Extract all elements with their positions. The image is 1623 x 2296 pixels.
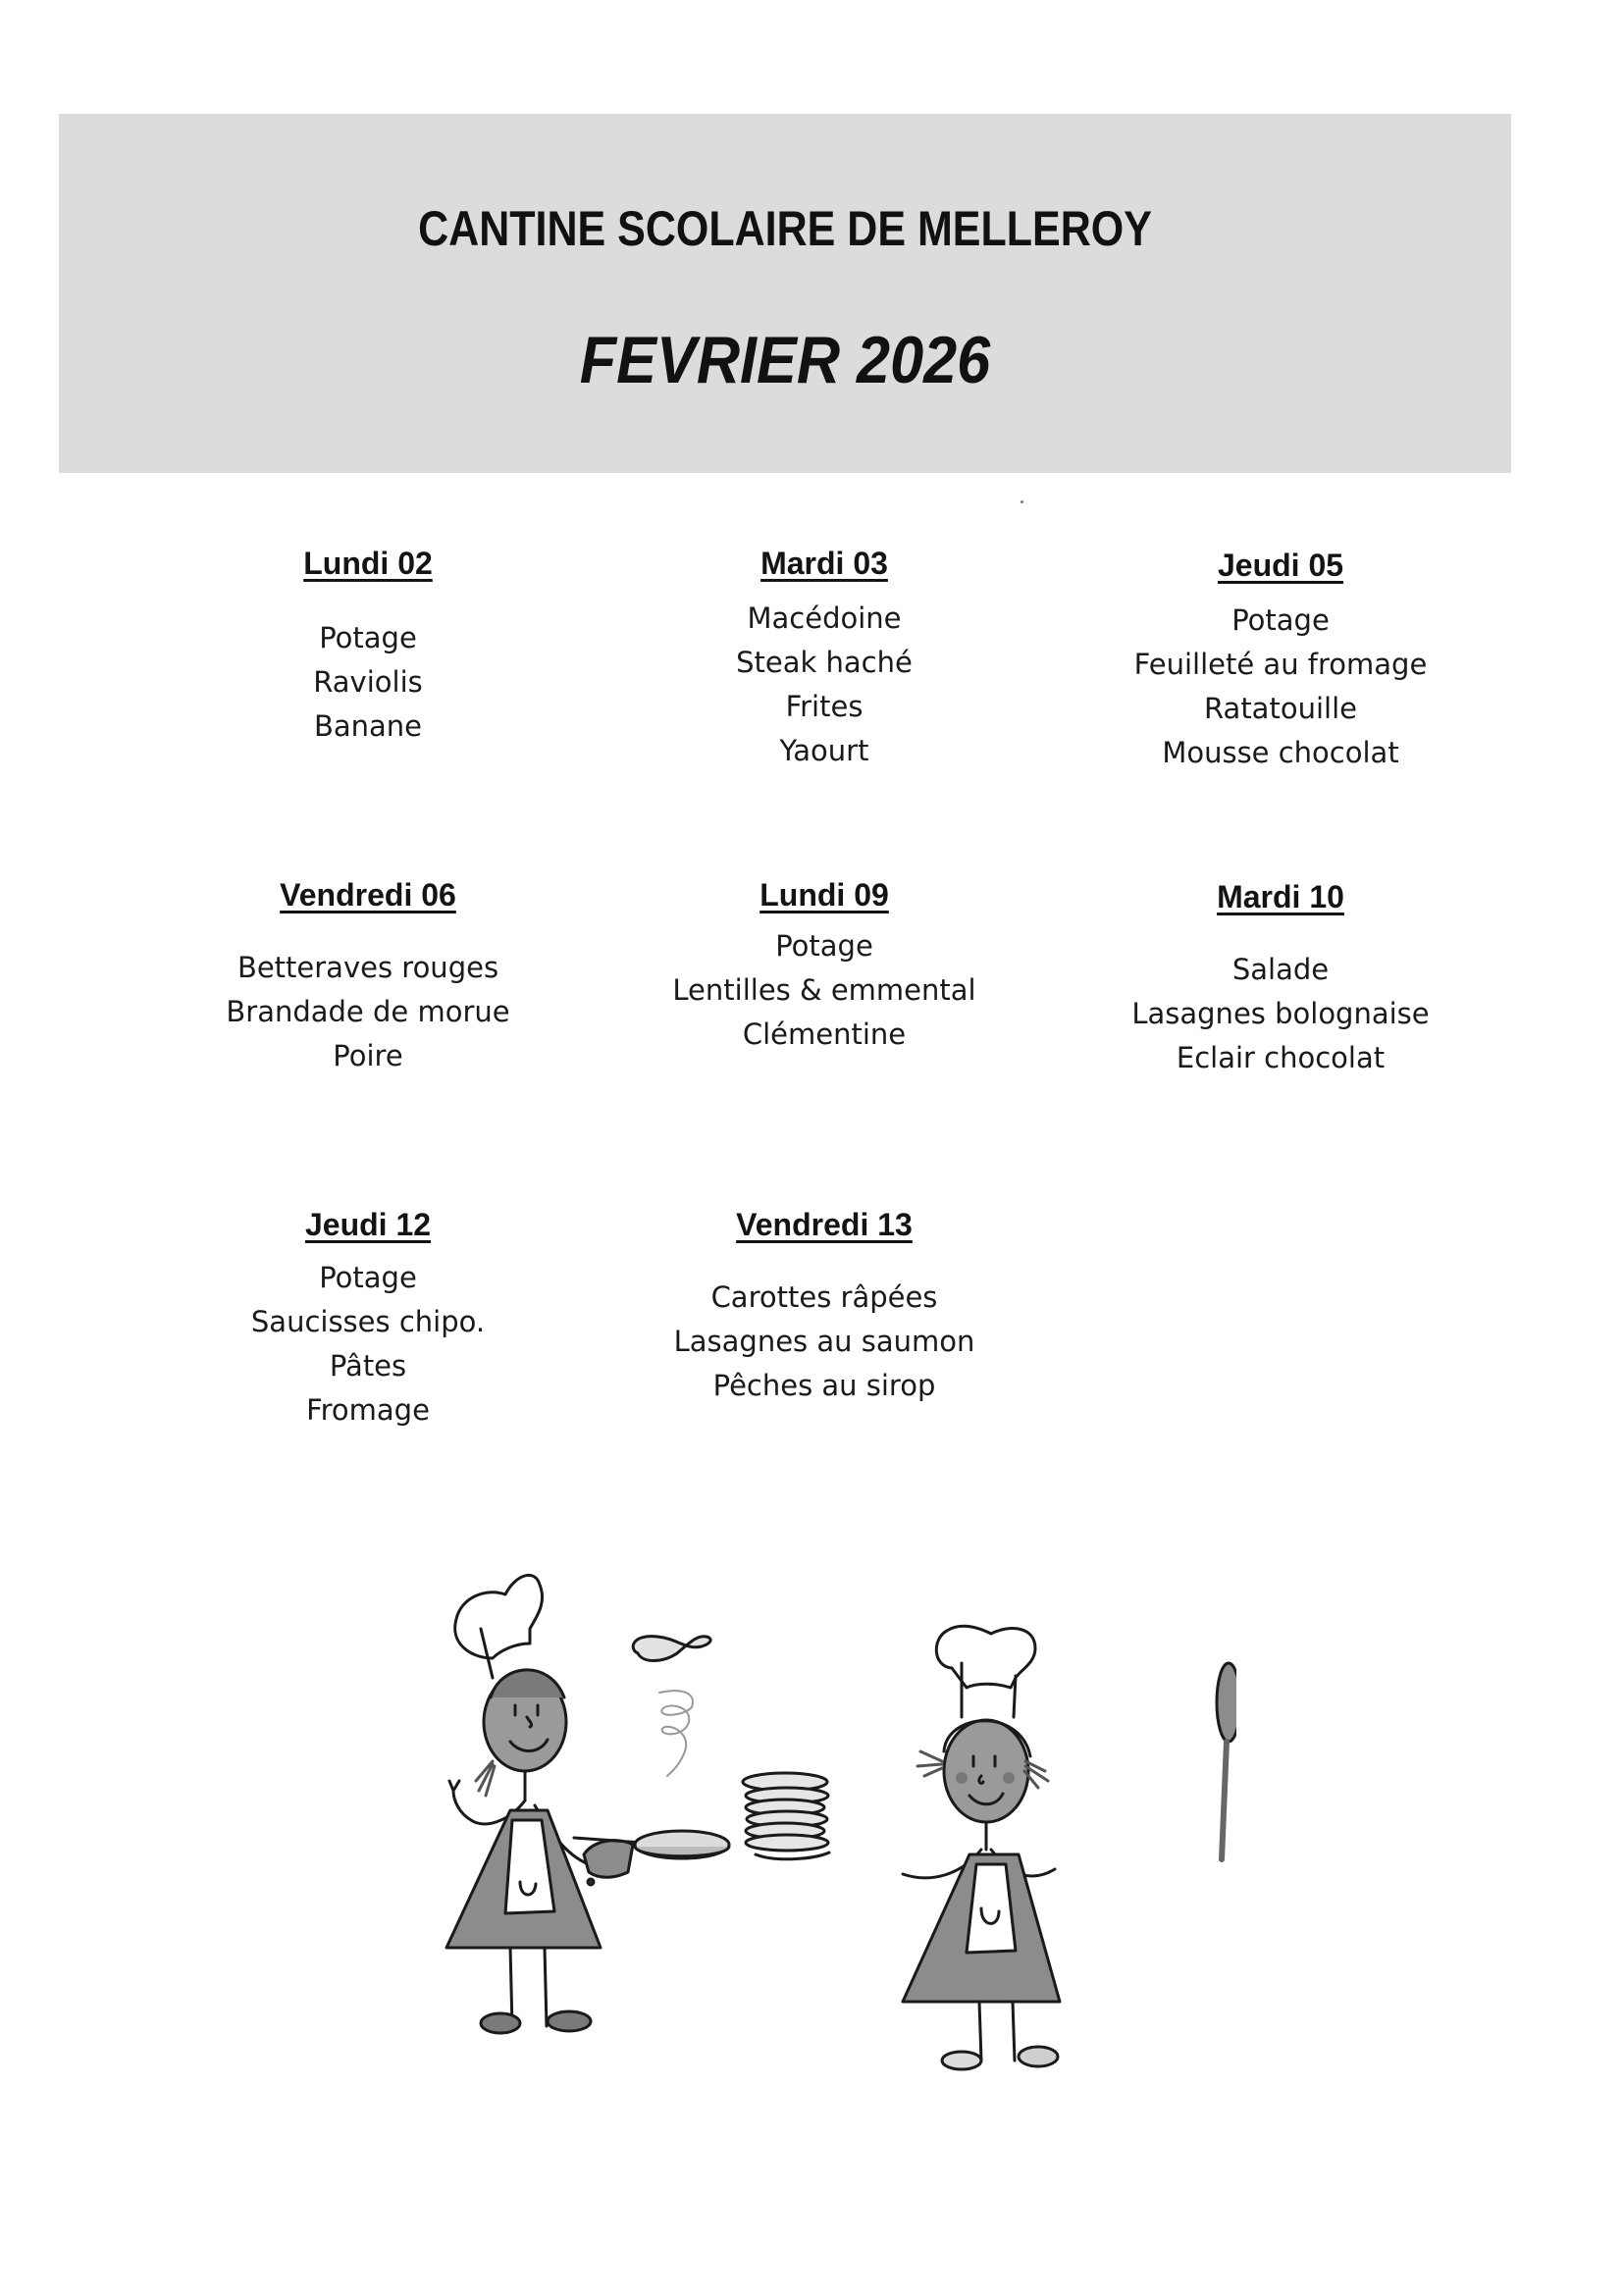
dish: Saucisses chipo.: [250, 1305, 486, 1338]
dish: Banane: [313, 709, 423, 743]
dish: Clémentine: [742, 1018, 907, 1051]
day-menu-lundi-09: [618, 875, 1030, 1057]
day-menu-vendredi-13: [618, 1205, 1030, 1408]
left-chef-figure: [446, 1575, 633, 2033]
chefs-illustration: [432, 1560, 1236, 2168]
day-menu-vendredi-06: [162, 875, 574, 1078]
dish: Feuilleté au fromage: [1133, 648, 1428, 681]
day-menu-mardi-10: [1074, 877, 1487, 1080]
dish: Lentilles & emmental: [672, 973, 976, 1007]
scan-speck: [1021, 500, 1023, 503]
spoon-icon: [1217, 1663, 1236, 1742]
dish: Brandade de morue: [226, 995, 510, 1028]
dish: Salade: [1231, 953, 1330, 986]
dish-list: [162, 616, 574, 749]
flying-crepe-icon: [633, 1637, 710, 1776]
dish: Pêches au sirop: [712, 1369, 936, 1402]
dish: Fromage: [306, 1393, 430, 1427]
dish: Potage: [319, 621, 417, 654]
dish: Mousse chocolat: [1162, 736, 1399, 769]
dish-list: [162, 1256, 574, 1433]
dish: Lasagnes bolognaise: [1131, 997, 1430, 1030]
month-title: FEVRIER 2026: [579, 323, 991, 397]
dish: Lasagnes au saumon: [673, 1325, 975, 1358]
day-title: Lundi 09: [759, 877, 889, 913]
dish: Ratatouille: [1204, 692, 1357, 725]
dish-list: [618, 1276, 1030, 1408]
dish-list: [618, 924, 1030, 1057]
dish: Potage: [775, 929, 873, 963]
dish: Potage: [1231, 603, 1330, 637]
dish: Yaourt: [779, 734, 869, 767]
day-title: Vendredi 06: [280, 877, 456, 913]
dish: Carottes râpées: [710, 1280, 938, 1314]
day-title: Vendredi 13: [736, 1207, 913, 1242]
dish-list: [1074, 948, 1487, 1080]
day-title: Lundi 02: [303, 546, 433, 581]
day-title: Jeudi 05: [1217, 548, 1344, 583]
page-title: CANTINE SCOLAIRE DE MELLEROY: [418, 201, 1152, 256]
dish: Betteraves rouges: [236, 951, 499, 984]
day-title: Mardi 10: [1217, 879, 1344, 914]
crepe-stack-icon: [743, 1773, 829, 1859]
right-chef-figure: [903, 1626, 1236, 2069]
day-title: Jeudi 12: [304, 1207, 432, 1242]
day-menu-jeudi-12: [162, 1205, 574, 1433]
dish: Potage: [319, 1261, 417, 1294]
dish: Frites: [785, 690, 864, 723]
day-menu-jeudi-05: [1074, 546, 1487, 775]
dish: Eclair chocolat: [1176, 1041, 1386, 1074]
dish: Poire: [333, 1039, 403, 1072]
dish-list: [618, 597, 1030, 773]
dish: Macédoine: [747, 601, 902, 635]
dish-list: [162, 946, 574, 1078]
day-menu-lundi-02: [162, 544, 574, 749]
header-banner: [59, 114, 1511, 473]
dish-list: [1074, 599, 1487, 775]
dish: Steak haché: [736, 646, 913, 679]
dish: Raviolis: [313, 665, 423, 699]
day-title: Mardi 03: [760, 546, 888, 581]
day-menu-mardi-03: [618, 544, 1030, 773]
chef-hat-icon: [936, 1626, 1035, 1688]
dish: Pâtes: [329, 1349, 407, 1383]
face-icon: [944, 1720, 1028, 1822]
chef-hat-icon: [455, 1575, 543, 1658]
